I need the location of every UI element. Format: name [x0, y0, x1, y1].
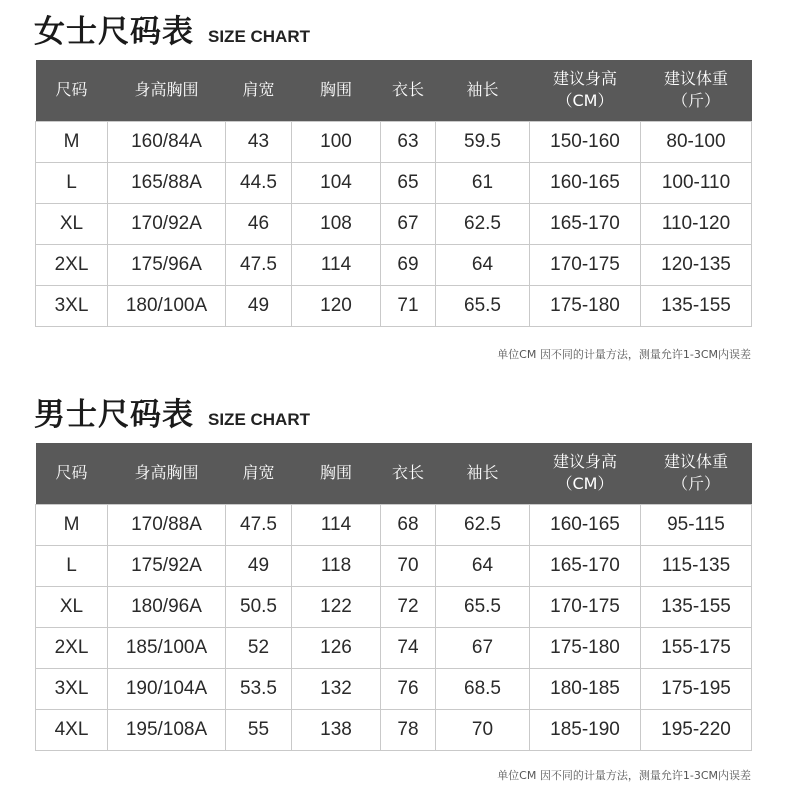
cell-rec-height: 180-185	[530, 668, 641, 709]
cell-rec-height: 150-160	[530, 121, 641, 162]
women-title-cn: 女士尺码表	[34, 14, 194, 50]
header-label: 肩宽	[242, 463, 275, 483]
cell-shoulder: 46	[226, 203, 292, 244]
cell-rec-weight: 95-115	[641, 504, 752, 545]
men-size-table	[35, 443, 752, 751]
table-row	[36, 545, 752, 586]
header-chest	[292, 443, 381, 504]
cell-length: 68	[381, 504, 436, 545]
table-row	[36, 245, 752, 286]
table-row	[36, 627, 752, 668]
cell-chest: 132	[292, 668, 381, 709]
cell-height-bust: 190/104A	[108, 668, 226, 709]
header-sleeve	[436, 443, 530, 504]
header-label: 建议体重	[663, 452, 728, 472]
cell-rec-weight: 135-155	[641, 286, 752, 327]
cell-rec-height: 160-165	[530, 162, 641, 203]
cell-height-bust: 175/96A	[108, 245, 226, 286]
cell-size: 2XL	[36, 627, 108, 668]
cell-sleeve: 62.5	[436, 504, 530, 545]
table-row	[36, 668, 752, 709]
cell-chest: 108	[292, 203, 381, 244]
cell-shoulder: 49	[226, 545, 292, 586]
cell-rec-weight: 155-175	[641, 627, 752, 668]
men-title-cn: 男士尺码表	[34, 397, 194, 433]
cell-chest: 118	[292, 545, 381, 586]
cell-shoulder: 53.5	[226, 668, 292, 709]
men-measurement-note: 单位CM 因不同的计量方法，测量允许1-3CM内误差	[497, 769, 751, 782]
cell-length: 78	[381, 709, 436, 750]
cell-height-bust: 185/100A	[108, 627, 226, 668]
header-unit: （CM）	[556, 474, 614, 494]
cell-shoulder: 44.5	[226, 162, 292, 203]
cell-chest: 100	[292, 121, 381, 162]
cell-chest: 126	[292, 627, 381, 668]
header-length	[381, 443, 436, 504]
header-unit: （斤）	[671, 474, 720, 494]
table-header-row	[36, 443, 752, 504]
header-shoulder	[226, 443, 292, 504]
header-rec-weight	[641, 60, 752, 121]
cell-size: XL	[36, 203, 108, 244]
cell-height-bust: 180/100A	[108, 286, 226, 327]
cell-rec-weight: 135-155	[641, 586, 752, 627]
cell-rec-weight: 195-220	[641, 709, 752, 750]
cell-shoulder: 47.5	[226, 245, 292, 286]
table-row	[36, 203, 752, 244]
table-row	[36, 504, 752, 545]
cell-size: 2XL	[36, 245, 108, 286]
cell-size: L	[36, 545, 108, 586]
header-chest	[292, 60, 381, 121]
cell-sleeve: 65.5	[436, 286, 530, 327]
header-label: 肩宽	[242, 80, 275, 100]
header-label: 尺码	[55, 80, 88, 100]
header-size	[36, 443, 108, 504]
cell-size: M	[36, 504, 108, 545]
header-rec-height	[530, 60, 641, 121]
table-row	[36, 162, 752, 203]
header-height-bust	[108, 443, 226, 504]
men-title-en: SIZE CHART	[208, 410, 310, 429]
table-row	[36, 286, 752, 327]
cell-size: XL	[36, 586, 108, 627]
cell-height-bust: 170/92A	[108, 203, 226, 244]
cell-sleeve: 68.5	[436, 668, 530, 709]
cell-rec-height: 165-170	[530, 545, 641, 586]
cell-length: 67	[381, 203, 436, 244]
women-measurement-note: 单位CM 因不同的计量方法，测量允许1-3CM内误差	[497, 348, 751, 361]
cell-chest: 104	[292, 162, 381, 203]
cell-length: 70	[381, 545, 436, 586]
cell-shoulder: 47.5	[226, 504, 292, 545]
table-row	[36, 586, 752, 627]
table-row	[36, 121, 752, 162]
cell-sleeve: 59.5	[436, 121, 530, 162]
header-length	[381, 60, 436, 121]
header-label: 衣长	[391, 80, 424, 100]
cell-rec-weight: 120-135	[641, 245, 752, 286]
cell-height-bust: 165/88A	[108, 162, 226, 203]
cell-rec-weight: 100-110	[641, 162, 752, 203]
header-label: 建议身高	[552, 452, 617, 472]
header-rec-height	[530, 443, 641, 504]
cell-rec-height: 165-170	[530, 203, 641, 244]
women-chart-title	[34, 6, 310, 51]
cell-chest: 138	[292, 709, 381, 750]
cell-rec-height: 160-165	[530, 504, 641, 545]
cell-height-bust: 160/84A	[108, 121, 226, 162]
cell-shoulder: 49	[226, 286, 292, 327]
cell-length: 76	[381, 668, 436, 709]
cell-height-bust: 175/92A	[108, 545, 226, 586]
cell-shoulder: 43	[226, 121, 292, 162]
cell-chest: 122	[292, 586, 381, 627]
cell-size: 3XL	[36, 668, 108, 709]
header-label: 袖长	[466, 463, 499, 483]
cell-rec-height: 175-180	[530, 627, 641, 668]
cell-chest: 120	[292, 286, 381, 327]
cell-rec-weight: 175-195	[641, 668, 752, 709]
cell-sleeve: 61	[436, 162, 530, 203]
cell-rec-weight: 115-135	[641, 545, 752, 586]
header-label: 建议身高	[552, 69, 617, 89]
header-sleeve	[436, 60, 530, 121]
women-size-table	[35, 60, 752, 327]
men-chart-title	[34, 389, 310, 434]
cell-sleeve: 64	[436, 545, 530, 586]
cell-sleeve: 65.5	[436, 586, 530, 627]
header-label: 尺码	[55, 463, 88, 483]
cell-chest: 114	[292, 245, 381, 286]
header-unit: （CM）	[556, 91, 614, 111]
cell-sleeve: 64	[436, 245, 530, 286]
cell-height-bust: 180/96A	[108, 586, 226, 627]
header-shoulder	[226, 60, 292, 121]
header-unit: （斤）	[671, 91, 720, 111]
table-header-row	[36, 60, 752, 121]
header-label: 衣长	[391, 463, 424, 483]
cell-rec-weight: 110-120	[641, 203, 752, 244]
cell-rec-height: 170-175	[530, 586, 641, 627]
cell-size: 3XL	[36, 286, 108, 327]
cell-height-bust: 170/88A	[108, 504, 226, 545]
cell-rec-height: 185-190	[530, 709, 641, 750]
cell-length: 65	[381, 162, 436, 203]
cell-rec-height: 175-180	[530, 286, 641, 327]
cell-size: M	[36, 121, 108, 162]
cell-length: 69	[381, 245, 436, 286]
header-rec-weight	[641, 443, 752, 504]
cell-length: 63	[381, 121, 436, 162]
cell-rec-weight: 80-100	[641, 121, 752, 162]
cell-length: 72	[381, 586, 436, 627]
header-label: 建议体重	[663, 69, 728, 89]
header-label: 身高胸围	[134, 463, 199, 483]
header-label: 胸围	[319, 463, 352, 483]
cell-length: 74	[381, 627, 436, 668]
header-height-bust	[108, 60, 226, 121]
cell-shoulder: 52	[226, 627, 292, 668]
table-row	[36, 709, 752, 750]
cell-height-bust: 195/108A	[108, 709, 226, 750]
header-label: 胸围	[319, 80, 352, 100]
header-size	[36, 60, 108, 121]
cell-size: L	[36, 162, 108, 203]
cell-rec-height: 170-175	[530, 245, 641, 286]
women-title-en: SIZE CHART	[208, 27, 310, 46]
cell-sleeve: 70	[436, 709, 530, 750]
cell-sleeve: 67	[436, 627, 530, 668]
cell-sleeve: 62.5	[436, 203, 530, 244]
header-label: 袖长	[466, 80, 499, 100]
cell-length: 71	[381, 286, 436, 327]
cell-chest: 114	[292, 504, 381, 545]
cell-shoulder: 50.5	[226, 586, 292, 627]
cell-shoulder: 55	[226, 709, 292, 750]
cell-size: 4XL	[36, 709, 108, 750]
header-label: 身高胸围	[134, 80, 199, 100]
